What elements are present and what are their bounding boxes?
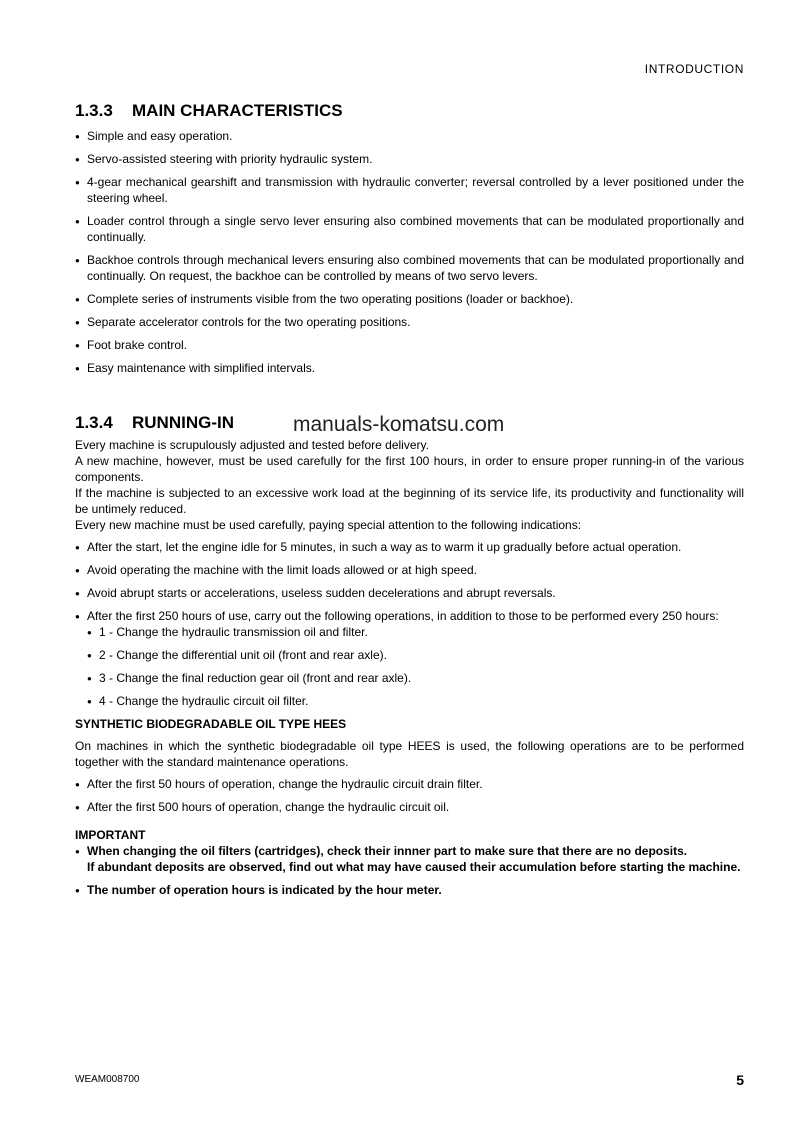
step-item: ● 3 - Change the final reduction gear oil (front and rear axle). [87, 670, 744, 686]
paragraph: Every machine is scrupulously adjusted and tested before delivery. [75, 438, 429, 452]
paragraph: On machines in which the synthetic biodegradable oil type HEES is used, the following operations are to be performed together with the standard maintenance operations. [75, 739, 744, 769]
heading-title: RUNNING-IN [132, 413, 234, 432]
list-item: ● After the first 500 hours of operation, change the hydraulic circuit oil. [75, 799, 744, 815]
list-item: ● Complete series of instruments visible from the two operating positions (loader or backhoe). [75, 291, 744, 307]
list-item: ● Backhoe controls through mechanical levers ensuring also combined movements that can be modulated proportionally and continually. On request, the backhoe can be controlled by means of two servo levers. [75, 252, 744, 284]
list-item: ● Easy maintenance with simplified intervals. [75, 360, 744, 376]
list-item: ● Simple and easy operation. [75, 128, 744, 144]
step-item: ● 2 - Change the differential unit oil (front and rear axle). [87, 647, 744, 663]
synthetic-intro-block [75, 738, 744, 770]
list-item: ● The number of operation hours is indicated by the hour meter. [75, 882, 744, 898]
subheading-synthetic-oil: SYNTHETIC BIODEGRADABLE OIL TYPE HEES [75, 717, 347, 731]
watermark-text: manuals-komatsu.com [293, 413, 505, 436]
list-item: ● Avoid operating the machine with the limit loads allowed or at high speed. [75, 562, 744, 578]
section-header: INTRODUCTION [644, 62, 744, 76]
paragraph: A new machine, however, must be used carefully for the first 100 hours, in order to ensure proper running-in of the various components. [75, 454, 744, 484]
list-item [75, 843, 744, 875]
page-number: 5 [736, 1072, 744, 1088]
step-item: ● 1 - Change the hydraulic transmission oil and filter. [87, 624, 744, 640]
paragraph: If the machine is subjected to an excessive work load at the beginning of its service life, its productivity and functionality will be untimely reduced. [75, 486, 744, 516]
important-text: If abundant deposits are observed, find out what may have caused their accumulation before starting the machine. [87, 860, 741, 874]
list-item: ● 4-gear mechanical gearshift and transmission with hydraulic converter; reversal controlled by a lever positioned under the steering wheel. [75, 174, 744, 206]
list-item: ● Servo-assisted steering with priority hydraulic system. [75, 151, 744, 167]
heading-number: 1.3.4 [75, 413, 113, 432]
list-item: ● After the start, let the engine idle for 5 minutes, in such a way as to warm it up gradually before actual operation. [75, 539, 744, 555]
important-list [75, 843, 744, 898]
list-item-after-250 [75, 608, 744, 709]
paragraph: Every new machine must be used carefully, paying special attention to the following indications: [75, 518, 582, 532]
list-item: ● After the first 50 hours of operation, change the hydraulic circuit drain filter. [75, 776, 744, 792]
list-item: ● Separate accelerator controls for the two operating positions. [75, 314, 744, 330]
heading-main-characteristics [75, 100, 744, 122]
running-in-list [75, 539, 744, 709]
list-item: ● Foot brake control. [75, 337, 744, 353]
heading-number: 1.3.3 [75, 101, 113, 120]
step-item: ● 4 - Change the hydraulic circuit oil filter. [87, 693, 744, 709]
document-code: WEAM008700 [75, 1074, 140, 1085]
heading-title: MAIN CHARACTERISTICS [132, 101, 343, 120]
list-item: ● Avoid abrupt starts or accelerations, useless sudden decelerations and abrupt reversals. [75, 585, 744, 601]
after-250-steps [87, 624, 744, 709]
page-content [75, 100, 744, 905]
after-250-intro: ● After the first 250 hours of use, carry out the following operations, in addition to those to be performed every 250 hours: [87, 609, 719, 623]
synthetic-list [75, 776, 744, 815]
important-heading: IMPORTANT [75, 828, 146, 842]
important-text: ● When changing the oil filters (cartridges), check their innner part to make sure that there are no deposits. [87, 844, 688, 858]
running-in-paragraphs [75, 437, 744, 533]
characteristics-list [75, 128, 744, 376]
list-item: ● Loader control through a single servo lever ensuring also combined movements that can be modulated proportionally and continually. [75, 213, 744, 245]
